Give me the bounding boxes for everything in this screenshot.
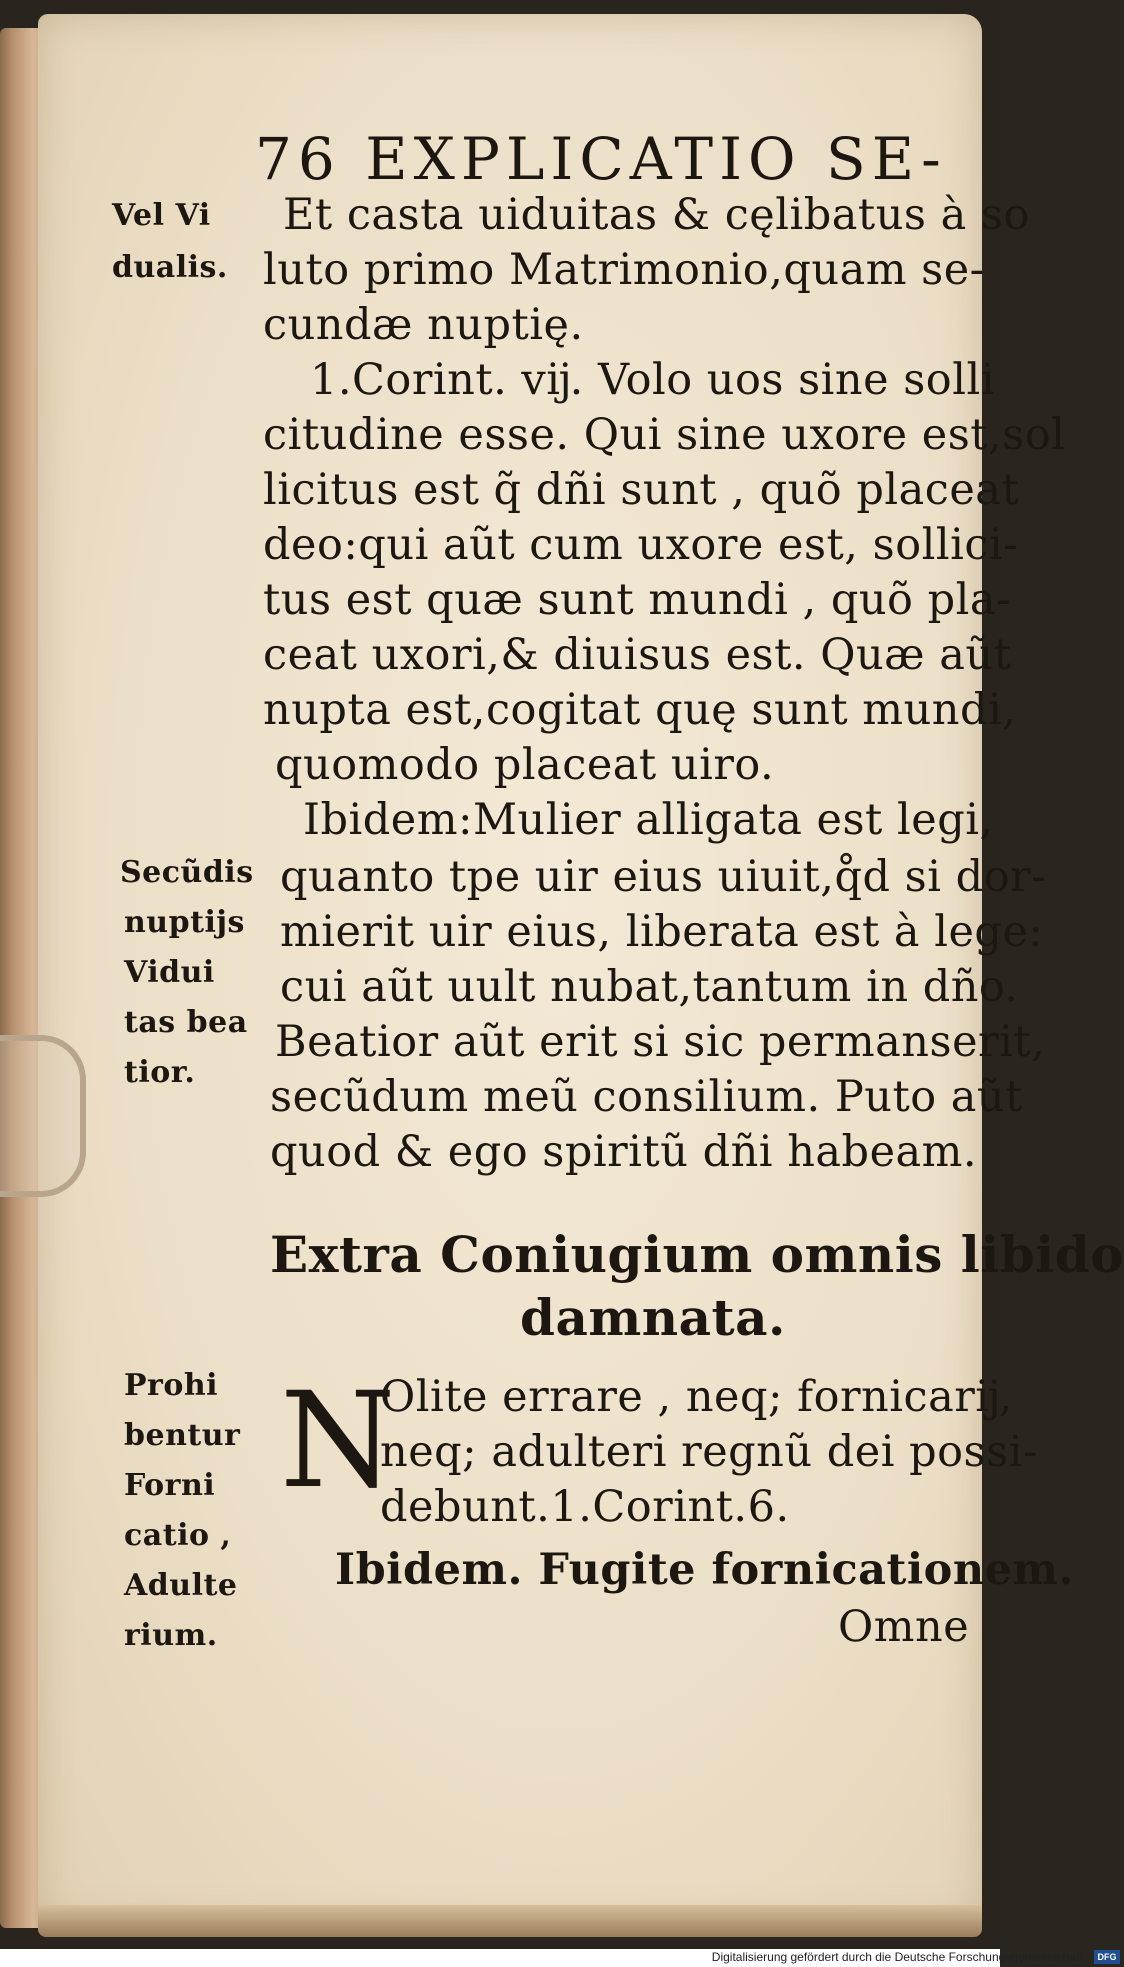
body-line: debunt.1.Corint.6. (380, 1482, 790, 1532)
margin-note: rium. (124, 1618, 218, 1653)
body-line: Olite errare , neq; fornicarĳ, (380, 1372, 1013, 1422)
margin-note: tior. (124, 1055, 196, 1090)
section-heading: damnata. (520, 1288, 786, 1347)
body-line: luto primo Matrimonio,quam se- (263, 245, 985, 295)
margin-note: bentur (124, 1418, 241, 1453)
drop-cap: N (280, 1364, 396, 1518)
body-line: cui aũt uult nubat,tantum in dño. (280, 962, 1019, 1012)
margin-note: Secũdis (120, 855, 254, 890)
body-line: 1.Corint. vĳ. Volo uos sine solli (310, 355, 995, 405)
body-line: citudine esse. Qui sine uxore est,sol (263, 410, 1066, 460)
body-line: tus est quæ sunt mundi , quõ pla- (263, 575, 1012, 625)
dfg-logo: DFG (1094, 1950, 1120, 1964)
body-line: Ibidem:Mulier alligata est legi, (303, 795, 994, 845)
digitization-credit: Digitalisierung gefördert durch die Deutsche Forschungsgemeinschaft - (711, 1950, 1090, 1964)
body-line: ceat uxori,& diuisus est. Quæ aũt (263, 630, 1012, 680)
catchword: Omne (838, 1602, 970, 1652)
margin-note: Forni (124, 1468, 216, 1503)
body-line: Et casta uiduitas & cęlibatus à so (283, 190, 1030, 240)
section-heading: Extra Coniugium omnis libido (270, 1225, 1124, 1284)
body-line: licitus est q̃ dñi sunt , quõ placeat (263, 465, 1020, 515)
body-line: cundæ nuptię. (263, 300, 584, 350)
body-line: mierit uir eius, liberata est à lege: (280, 907, 1044, 957)
body-line: Ibidem. Fugite fornicationem. (335, 1545, 1074, 1595)
body-line: quod & ego spiritũ dñi habeam. (270, 1127, 978, 1177)
running-header: 76 EXPLICATIO SE- (255, 125, 947, 193)
body-line: Beatior aũt erit si sic permanserit, (275, 1017, 1046, 1067)
body-line: secũdum meũ consilium. Puto aũt (270, 1072, 1023, 1122)
margin-note: Vidui (124, 955, 215, 990)
margin-note: dualis. (112, 250, 228, 285)
page-bottom-edge (38, 1905, 982, 1937)
body-line: nupta est,cogitat quę sunt mundi, (263, 685, 1017, 735)
body-line: deo:qui aũt cum uxore est, sollici- (263, 520, 1019, 570)
body-line: quanto tpe uir eius uiuit,q̊d si dor- (280, 852, 1047, 902)
margin-note: nuptĳs (124, 905, 245, 940)
margin-note: Vel Vi (112, 198, 211, 233)
body-line: quomodo placeat uiro. (275, 740, 775, 790)
body-line: neq; adulteri regnũ dei possi- (380, 1427, 1038, 1477)
margin-note: Adulte (124, 1568, 238, 1603)
margin-note: catio , (124, 1518, 232, 1553)
margin-note: Prohi (124, 1368, 219, 1403)
book-clasp (0, 1035, 86, 1197)
margin-note: tas bea (124, 1005, 248, 1040)
